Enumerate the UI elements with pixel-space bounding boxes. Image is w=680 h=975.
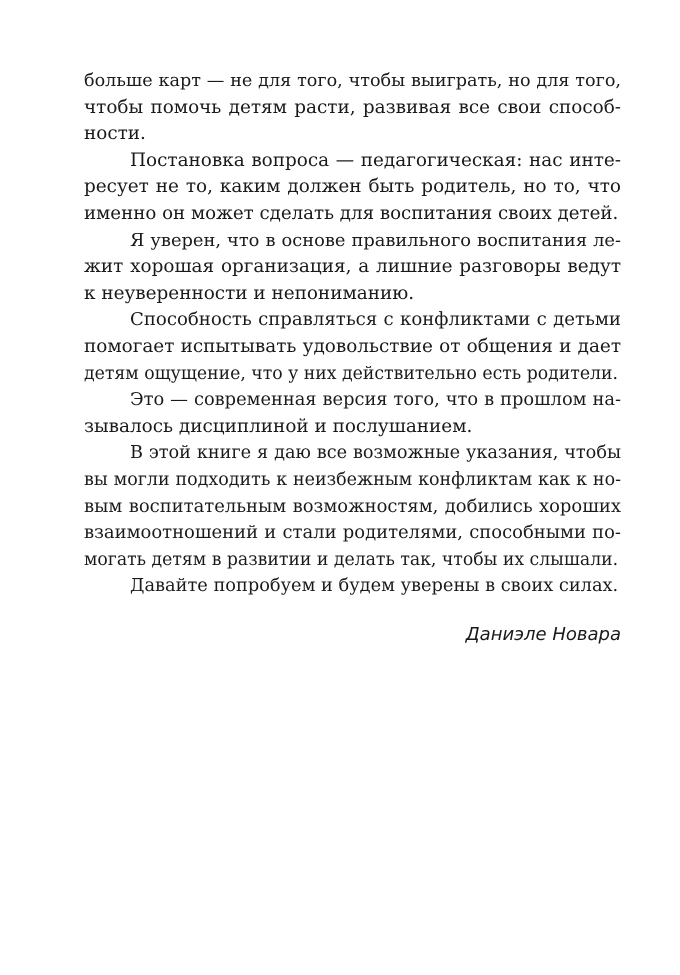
paragraph <box>84 307 621 387</box>
text-line: вы могли подходить к неизбежным конфликтам как к но- <box>84 469 621 490</box>
text-line: Давайте попробуем и будем уверены в своих силах. <box>130 575 619 597</box>
text-line: Постановка вопроса — педагогическая: нас инте- <box>130 149 621 171</box>
text-line: зывалось дисциплиной и послушанием. <box>84 415 473 437</box>
paragraph <box>84 68 621 148</box>
paragraph <box>84 228 621 308</box>
text-line: к неуверенности и непониманию. <box>84 282 415 304</box>
text-line: Я уверен, что в основе правильного воспитания ле- <box>130 229 621 251</box>
text-line: жит хорошая организация, а лишние разговоры ведут <box>84 256 621 278</box>
text-line: помогает испытывать удовольствие от общения и дает <box>84 335 621 357</box>
text-line: ности. <box>84 123 146 145</box>
text-line: именно он может сделать для воспитания своих детей. <box>84 202 619 224</box>
text-line: детям ощущение, что у них действительно есть родители. <box>84 363 619 384</box>
text-line: могать детям в развитии и делать так, чтобы их слышали. <box>84 549 619 570</box>
text-line: вым воспитательным возможностям, добились хороших <box>84 495 621 517</box>
text-line: чтобы помочь детям расти, развивая все свои способ- <box>84 96 621 118</box>
author-signature: Даниэле Новара <box>465 624 621 645</box>
paragraph <box>84 573 621 600</box>
text-line: Способность справляться с конфликтами с детьми <box>130 309 621 331</box>
text-line: больше карт — не для того, чтобы выиграть, но для того, <box>84 71 621 91</box>
text-line: В этой книге я даю все возможные указания, чтобы <box>130 443 621 464</box>
text-line: взаимоотношений и стали родителями, способными по- <box>84 522 621 544</box>
text-line: Это — современная версия того, что в прошлом на- <box>130 389 621 411</box>
paragraph <box>84 387 621 440</box>
body-text <box>84 68 621 600</box>
paragraph <box>84 440 621 573</box>
paragraph <box>84 148 621 228</box>
text-line: ресует не то, каким должен быть родитель, но то, что <box>84 176 621 198</box>
